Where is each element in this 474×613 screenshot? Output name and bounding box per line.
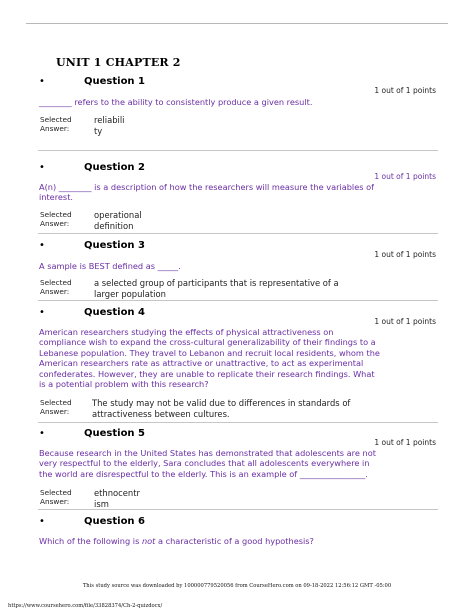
question-divider	[38, 300, 438, 301]
question-text: American researchers studying the effects of physical attractiveness on compliance wish to expand the cross-cultural generalizability of their findings to a Lebanese population. They travel to Lebanon and recruit local residents, whom the American researchers rate as attractive or unattractive, to act as experimental confederates. However, they are unable to replicate their research findings. What is a potential problem with this research?	[39, 327, 380, 390]
selected-answer: reliabili ty	[94, 115, 125, 136]
source-url: https://www.coursehero.com/file/33828374/Ch-2-quizdocx/	[8, 603, 163, 609]
selected-answer-label: Selected Answer:	[40, 115, 72, 134]
question-text: Because research in the United States has demonstrated that adolescents are not very respectful to the elderly, Sara concludes that all adolescents everywhere in the world are disrespectful to the elderly. This is an example of ________________.	[39, 448, 376, 479]
question-title: Question 6	[84, 516, 145, 527]
top-divider	[26, 23, 448, 24]
question-divider	[38, 150, 438, 151]
question-title: Question 4	[84, 307, 145, 318]
question-title: Question 2	[84, 162, 145, 173]
bullet: •	[39, 162, 45, 173]
points-label: 1 out of 1 points	[374, 86, 436, 95]
bullet: •	[39, 428, 45, 439]
question-text: A sample is BEST defined as _____.	[39, 261, 181, 271]
question-divider	[38, 233, 438, 234]
points-label: 1 out of 1 points	[374, 438, 436, 447]
bullet: •	[39, 240, 45, 251]
question-divider	[38, 509, 438, 510]
selected-answer: The study may not be valid due to differences in standards of attractiveness between cultures.	[92, 398, 351, 419]
selected-answer: operational definition	[94, 210, 142, 231]
points-label: 1 out of 1 points	[374, 250, 436, 259]
question-text: A(n) ________ is a description of how the researchers will measure the variables of interest.	[39, 182, 375, 203]
selected-answer: ethnocentr ism	[94, 488, 140, 509]
selected-answer-label: Selected Answer:	[40, 488, 72, 507]
selected-answer-label: Selected Answer:	[40, 398, 72, 417]
points-label: 1 out of 1 points	[374, 317, 436, 326]
question-text: Which of the following is not a characteristic of a good hypothesis?	[39, 536, 314, 546]
question-divider	[38, 422, 438, 423]
download-notice: This study source was downloaded by 100000779520056 from CourseHero.com on 09-18-2022 12:56:12 GMT -05:00	[82, 583, 392, 589]
bullet: •	[39, 516, 45, 527]
page-title: UNIT 1 CHAPTER 2	[56, 56, 181, 69]
selected-answer: a selected group of participants that is representative of a larger population	[94, 278, 339, 299]
selected-answer-label: Selected Answer:	[40, 210, 72, 229]
bullet: •	[39, 307, 45, 318]
points-label: 1 out of 1 points	[374, 172, 436, 181]
question-title: Question 1	[84, 76, 145, 87]
question-text: ________ refers to the ability to consistently produce a given result.	[39, 97, 313, 107]
bullet: •	[39, 76, 45, 87]
selected-answer-label: Selected Answer:	[40, 278, 72, 297]
question-title: Question 5	[84, 428, 145, 439]
question-title: Question 3	[84, 240, 145, 251]
